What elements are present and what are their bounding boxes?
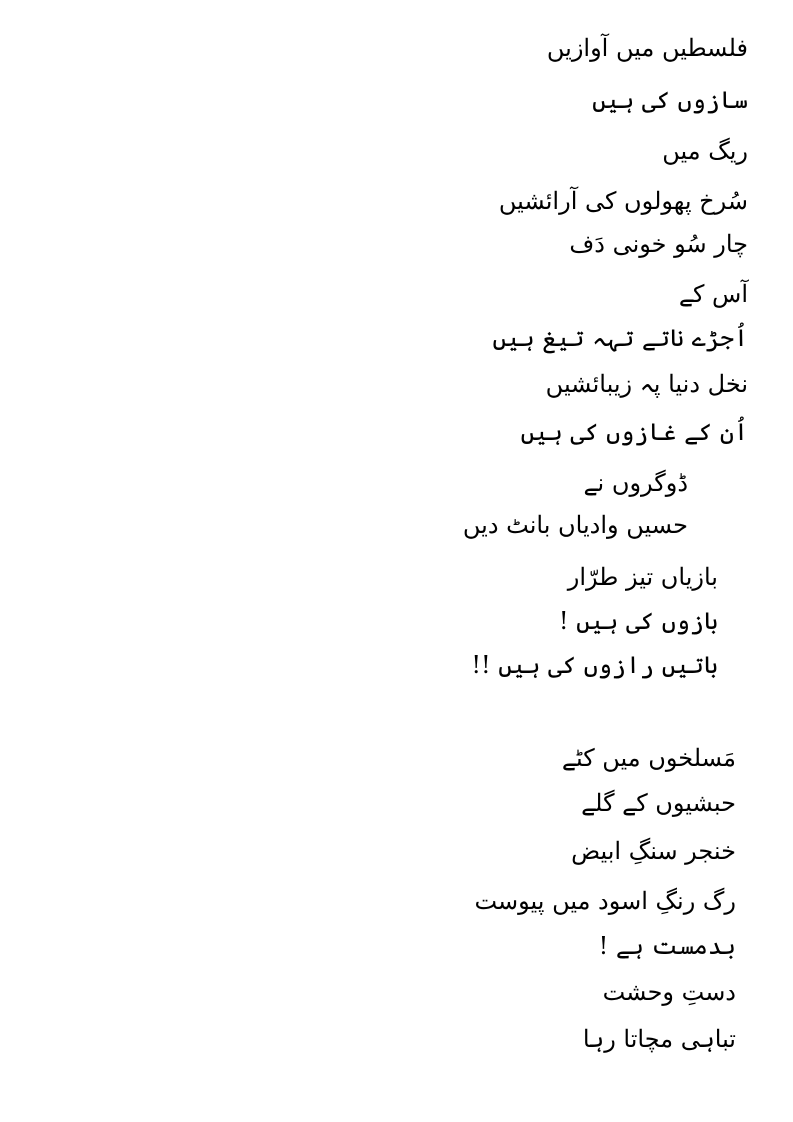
poem-line: ڈوگروں نے: [583, 469, 688, 497]
poem-line: چار سُو خونی دَف: [569, 230, 748, 258]
poem-line: دستِ وحشت: [602, 978, 736, 1006]
poem-line: اُجڑے ناتے تہہ تیغ ہیں: [492, 324, 748, 352]
poem-line: تباہی مچاتا رہا: [582, 1025, 736, 1053]
poem-line: حبشیوں کے گلے: [581, 789, 736, 817]
poem-line: سُرخ پھولوں کی آرائشیں: [498, 187, 748, 215]
poem-line: ریگ میں: [662, 137, 748, 165]
poem-line: فلسطیں میں آوازیں: [546, 34, 748, 62]
poem-line: نخل دنیا پہ زیبائشیں: [545, 370, 748, 398]
poem-line: رگ رنگِ اسود میں پیوست: [474, 887, 736, 915]
poem-line: سازوں کی ہیں: [592, 86, 748, 114]
poem-line: مَسلخوں میں کٹے: [561, 744, 736, 772]
poem-line: آس کے: [678, 280, 748, 308]
poem-line: بازیاں تیز طرّار: [567, 563, 718, 591]
poem-line: باتیں رازوں کی ہیں !!: [471, 651, 718, 679]
poem-line: اُن کے غازوں کی ہیں: [520, 418, 748, 446]
poem-line: بدمست ہے !: [598, 932, 736, 960]
poem-line: خنجر سنگِ ابیض: [571, 837, 736, 865]
poem-line: بازوں کی ہیں !: [558, 607, 718, 635]
poem-line: حسیں وادیاں بانٹ دیں: [462, 511, 688, 539]
